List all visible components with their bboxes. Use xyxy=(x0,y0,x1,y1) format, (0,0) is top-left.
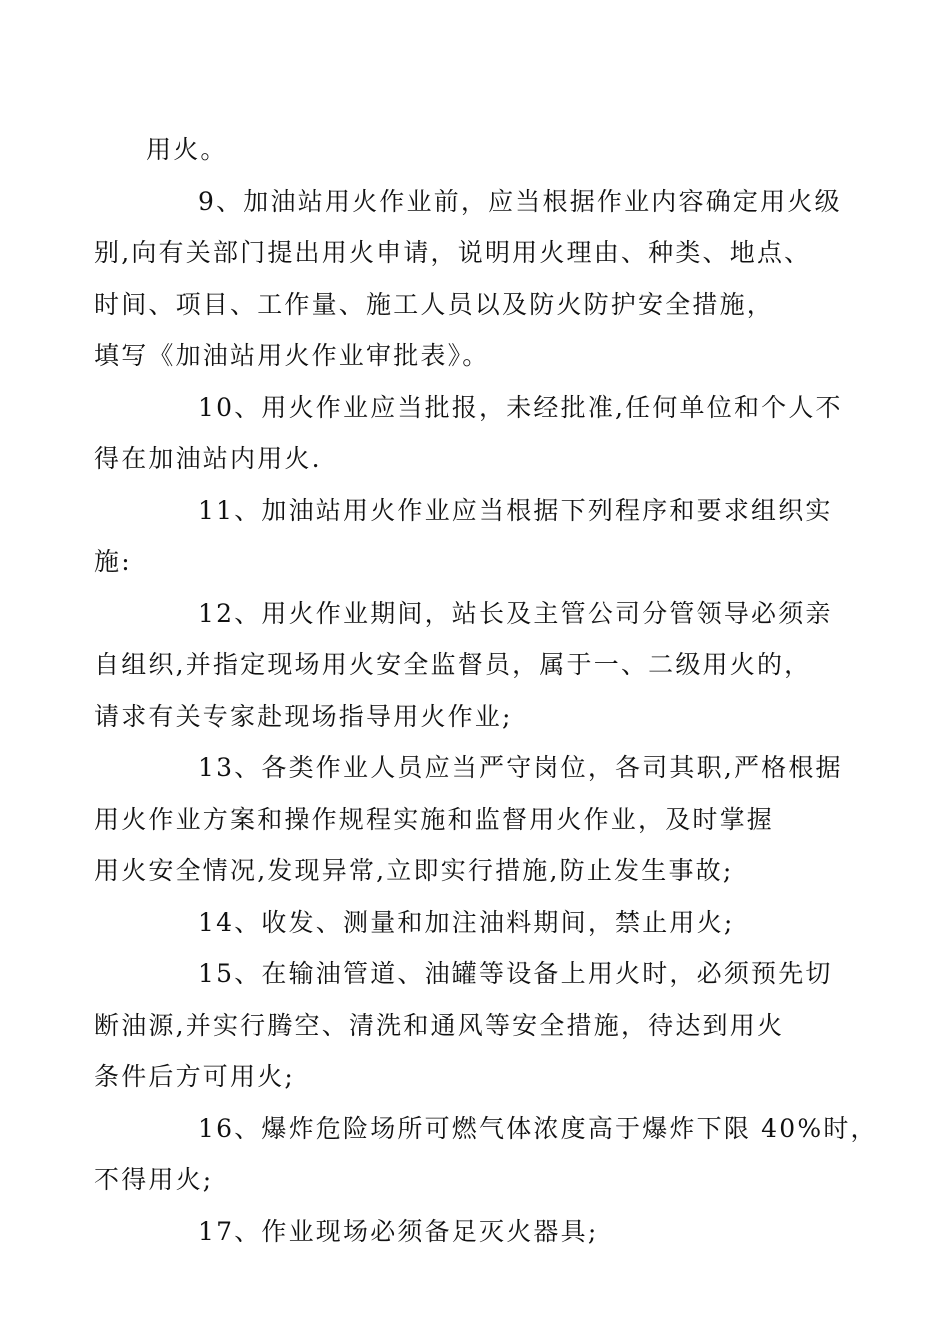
text-line: 条件后方可用火; xyxy=(94,1062,296,1091)
paragraph-item-14 xyxy=(146,897,828,949)
text-line: 13、各类作业人员应当严守岗位，各司其职,严格根据 xyxy=(198,753,843,782)
text-line: 11、加油站用火作业应当根据下列程序和要求组织实 xyxy=(198,495,833,525)
paragraph-item-13 xyxy=(94,742,843,897)
text-line: 用火。 xyxy=(146,135,228,164)
paragraph-item-15 xyxy=(94,948,833,1103)
text-line: 别,向有关部门提出用火申请，说明用火理由、种类、地点、 xyxy=(94,238,812,267)
text-line: 用火作业方案和操作规程实施和监督用火作业，及时掌握 xyxy=(94,804,775,834)
document-body xyxy=(94,124,878,1257)
text-line: 断油源,并实行腾空、清洗和通风等安全措施，待达到用火 xyxy=(94,1010,785,1040)
text-line: 得在加油站内用火. xyxy=(94,444,322,473)
text-line: 自组织,并指定现场用火安全监督员，属于一、二级用火的， xyxy=(94,650,812,679)
text-line: 14、收发、测量和加注油料期间，禁止用火; xyxy=(198,907,735,937)
text-line: 施: xyxy=(94,547,132,576)
paragraph-continuation xyxy=(146,124,828,176)
text-line: 填写《加油站用火作业审批表》。 xyxy=(94,341,490,370)
text-line: 16、爆炸危险场所可燃气体浓度高于爆炸下限 40%时， xyxy=(198,1113,878,1143)
paragraph-item-17 xyxy=(146,1206,828,1258)
text-line: 15、在输油管道、油罐等设备上用火时，必须预先切 xyxy=(198,959,833,988)
text-line: 12、用火作业期间，站长及主管公司分管领导必须亲 xyxy=(198,598,833,628)
paragraph-item-16 xyxy=(94,1103,878,1206)
text-line: 用火安全情况,发现异常,立即实行措施,防止发生事故; xyxy=(94,856,734,885)
paragraph-item-9 xyxy=(94,176,842,382)
paragraph-item-10 xyxy=(94,382,843,485)
paragraph-item-12 xyxy=(94,588,833,743)
text-line: 时间、项目、工作量、施工人员以及防火防护安全措施， xyxy=(94,289,775,319)
paragraph-item-11 xyxy=(94,485,833,588)
text-line: 不得用火; xyxy=(94,1165,214,1194)
text-line: 9、加油站用火作业前，应当根据作业内容确定用火级 xyxy=(198,186,842,216)
text-line: 请求有关专家赴现场指导用火作业; xyxy=(94,701,513,731)
text-line: 10、用火作业应当批报，未经批准,任何单位和个人不 xyxy=(198,392,843,422)
text-line: 17、作业现场必须备足灭火器具; xyxy=(198,1216,599,1246)
